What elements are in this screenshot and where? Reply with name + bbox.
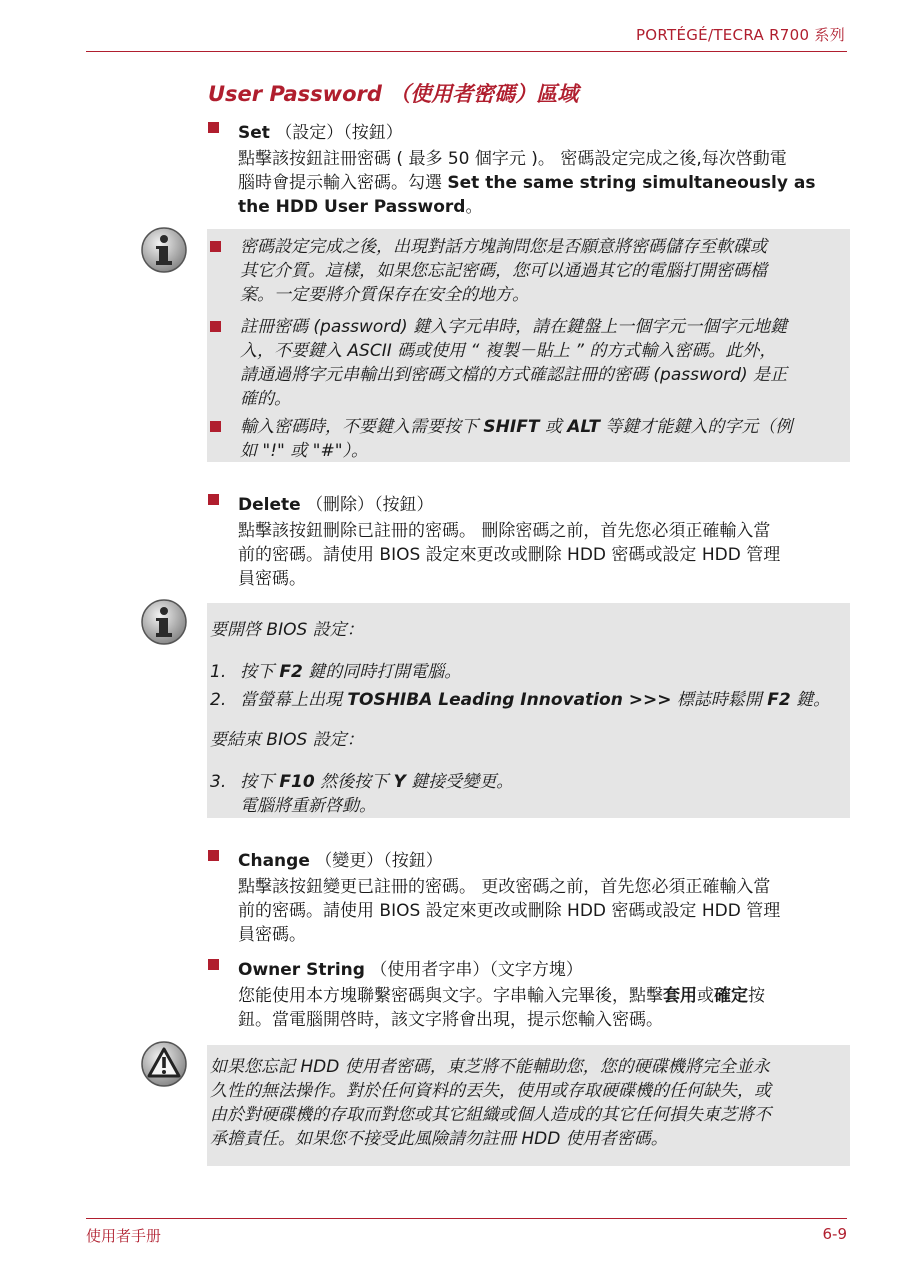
item-description: 您能使用本方塊聯繫密碼與文字。字串輸入完畢後，點擊套用或確定按 鈕。當電腦開啓時，該文字將會出現，提示您輸入密碼。 <box>238 986 765 1030</box>
bullet-square <box>210 241 221 252</box>
info-icon <box>140 226 188 274</box>
bullet-square <box>208 959 219 970</box>
section-title: User Password （使用者密碼）區域 <box>208 82 579 106</box>
footer-manual-title: 使用者手册 <box>86 1227 162 1245</box>
bullet-square <box>208 850 219 861</box>
note-box-bios-setup: 要開啓 BIOS 設定： 1. 按下 F2 鍵的同時打開電腦。 2. 當螢幕上出現 TOSHIBA Leading Innovation >>> 標誌時鬆開 F2 鍵。 要結束 BIOS 設定： 3. 按下 F10 然後按下 Y 鍵接受變更。 電腦將重新啓動。 <box>207 603 850 818</box>
info-icon <box>140 598 188 646</box>
item-description: 點擊該按鈕刪除已註冊的密碼。 刪除密碼之前，首先您必須正確輸入當 前的密碼。請使用 BIOS 設定來更改或刪除 HDD 密碼或設定 HDD 管理 員密碼。 <box>238 521 781 589</box>
item-description: 點擊該按鈕註冊密碼 ( 最多 50 個字元 )。 密碼設定完成之後,每次啓動電 腦時會提示輸入密碼。勾選 Set the same string simultaneously as the HDD User Password。 <box>238 149 816 217</box>
note-intro-close: 要結束 BIOS 設定： <box>210 730 364 750</box>
item-heading: Change （變更）（按鈕） <box>238 851 443 871</box>
bullet-square <box>208 494 219 505</box>
item-heading: Owner String （使用者字串）（文字方塊） <box>238 960 583 980</box>
item-heading: Delete （刪除）（按鈕） <box>238 495 434 515</box>
warning-text: 如果您忘記 HDD 使用者密碼，東芝將不能輔助您，您的硬碟機將完全並永 久性的無法操作。對於任何資料的丟失，使用或存取硬碟機的任何缺失，或 由於對硬碟機的存取而對您或其它組織或個人造成的其它任何損失東芝將不 承擔責任。如果您不接受此風險請勿註冊 HDD 使用者密碼。 <box>210 1057 771 1149</box>
note-bullet-text: 密碼設定完成之後，出現對話方塊詢問您是否願意將密碼儲存至軟碟或 其它介質。這樣，如果您忘記密碼，您可以通過其它的電腦打開密碼檔 案。一定要將介質保存在安全的地方。 <box>240 237 767 305</box>
bullet-square <box>210 421 221 432</box>
bullet-square <box>208 122 219 133</box>
page-number: 6-9 <box>822 1225 847 1243</box>
note-bullet-text: 註冊密碼 (password) 鍵入字元串時，請在鍵盤上一個字元一個字元地鍵 入，不要鍵入 ASCII 碼或使用 “ 複製－貼上 ” 的方式輸入密碼。此外， 請通過將字元串輸出到密碼文檔的方式確認註冊的密碼 (password) 是正 確的。 <box>240 317 788 409</box>
warning-box <box>207 1045 850 1166</box>
warning-icon <box>140 1040 188 1088</box>
note-intro-open: 要開啓 BIOS 設定： <box>210 620 364 640</box>
bullet-square <box>210 321 221 332</box>
note-box-password-tips <box>207 229 850 462</box>
note-bullet-text: 輸入密碼時，不要鍵入需要按下 SHIFT 或 ALT 等鍵才能鍵入的字元（例 如 "!" 或 "#"）。 <box>240 417 793 461</box>
item-heading: Set （設定）（按鈕） <box>238 123 403 143</box>
footer-divider <box>86 1218 847 1219</box>
header-divider <box>86 51 847 52</box>
item-description: 點擊該按鈕變更已註冊的密碼。 更改密碼之前，首先您必須正確輸入當 前的密碼。請使用 BIOS 設定來更改或刪除 HDD 密碼或設定 HDD 管理 員密碼。 <box>238 877 781 945</box>
page-header-title: PORTÉGÉ/TECRA R700 系列 <box>635 26 845 44</box>
